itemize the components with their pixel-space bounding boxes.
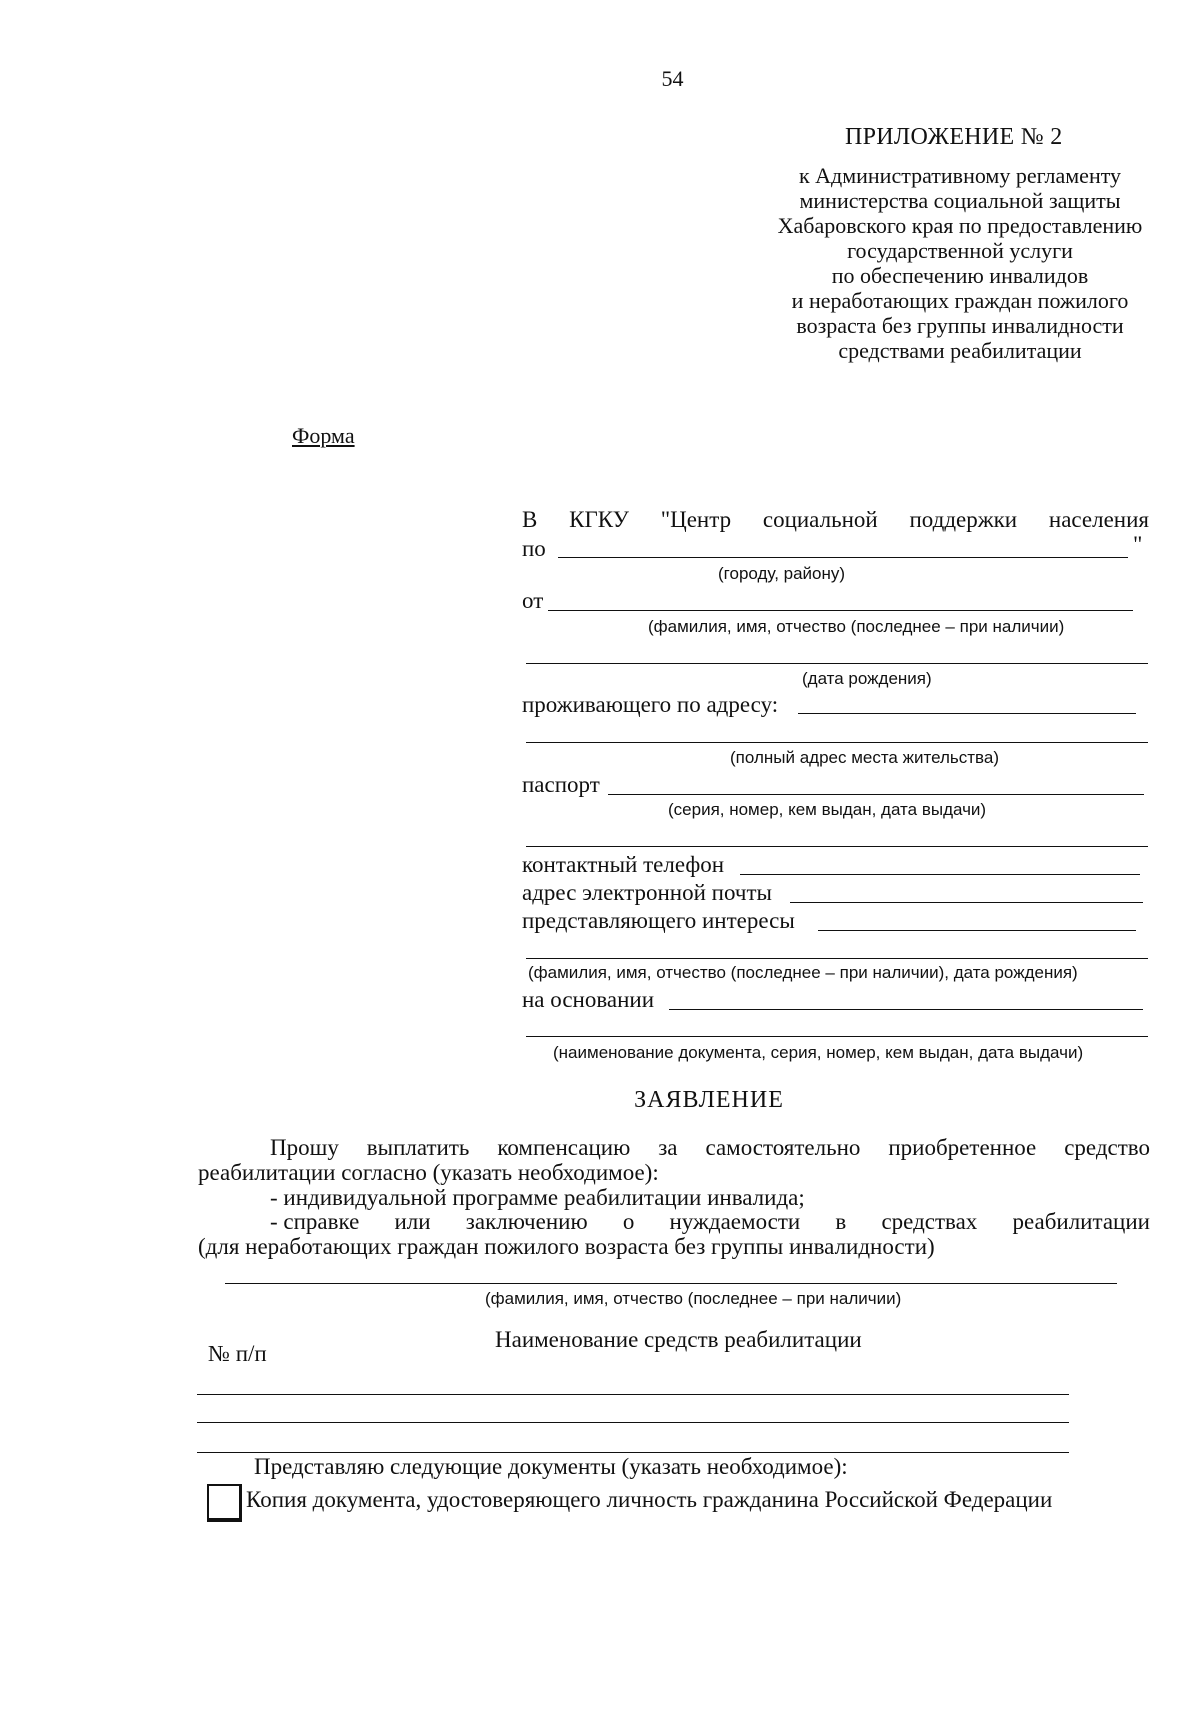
page-number: 54 [661,66,684,91]
document-checkbox[interactable] [207,1484,242,1522]
representing-field-line-2[interactable] [526,958,1148,959]
appendix-subtitle [740,163,1180,363]
passport-field-line-2[interactable] [526,846,1148,847]
passport-label: паспорт [522,772,600,797]
word: самостоятельно [705,1135,861,1160]
word: заключению [465,1209,588,1234]
statement-title: ЗАЯВЛЕНИЕ [634,1087,784,1113]
appendix-title: ПРИЛОЖЕНИЕ № 2 [845,124,1063,150]
word: или [394,1209,431,1234]
word: "Центр [660,507,732,532]
appendix-line: государственной услуги [847,238,1073,263]
word: выплатить [366,1135,470,1160]
word: средствах [881,1209,978,1234]
appendix-line: и неработающих граждан пожилого [791,288,1129,313]
city-caption: (городу, району) [718,564,846,583]
statement-fio-field-line[interactable] [225,1283,1117,1284]
name-column-header: Наименование средств реабилитации [495,1327,862,1352]
email-field-line[interactable] [790,902,1143,903]
phone-field-line[interactable] [740,874,1140,875]
rehab-row-line-2[interactable] [197,1422,1069,1423]
address-field-line-2[interactable] [526,742,1148,743]
representing-field-line[interactable] [818,930,1136,931]
word: в [835,1209,847,1234]
form-label: Форма [292,423,355,448]
word: реабилитации [1012,1209,1150,1234]
appendix-line: средствами реабилитации [838,338,1082,363]
document-item-1: Копия документа, удостоверяющего личность гражданина Российской Федерации [246,1487,1053,1512]
documents-intro: Представляю следующие документы (указать необходимое): [254,1454,848,1479]
address-caption: (полный адрес места жительства) [730,748,999,767]
statement-item-1: - индивидуальной программе реабилитации инвалида; [270,1185,805,1210]
statement-item-2-continued: (для неработающих граждан пожилого возраста без группы инвалидности) [198,1234,935,1259]
word: за [658,1135,678,1160]
basis-caption: (наименование документа, серия, номер, кем выдан, дата выдачи) [553,1043,1084,1062]
rehab-row-line-1[interactable] [197,1394,1069,1395]
residing-label: проживающего по адресу: [522,692,779,717]
word: Прошу [270,1135,339,1160]
appendix-line: министерства социальной защиты [799,188,1121,213]
statement-fio-caption: (фамилия, имя, отчество (последнее – при наличии) [485,1289,902,1308]
word: о [622,1209,635,1234]
representing-caption: (фамилия, имя, отчество (последнее – при наличии), дата рождения) [528,963,1078,982]
birth-date-caption: (дата рождения) [802,669,932,688]
from-label: от [522,588,544,613]
word: компенсацию [497,1135,631,1160]
addressee-heading [522,507,1149,533]
phone-label: контактный телефон [522,852,725,877]
appendix-line: возраста без группы инвалидности [796,313,1124,338]
word: - справке [270,1209,360,1234]
fio-caption: (фамилия, имя, отчество (последнее – при наличии) [648,617,1065,636]
birth-date-field-line[interactable] [526,663,1148,664]
statement-item-2 [270,1209,1150,1234]
statement-line-2: реабилитации согласно (указать необходимое): [198,1160,659,1185]
word: КГКУ [569,507,629,532]
closing-quote: " [1133,532,1143,557]
passport-field-line[interactable] [608,794,1144,795]
word: В [522,507,538,532]
po-label: по [522,536,546,561]
rehab-row-line-3[interactable] [197,1452,1069,1453]
number-column-header: № п/п [208,1341,267,1366]
email-label: адрес электронной почты [522,880,772,905]
city-field-line[interactable] [558,557,1128,558]
statement-line-1 [270,1135,1150,1160]
representing-label: представляющего интересы [522,908,795,933]
passport-caption: (серия, номер, кем выдан, дата выдачи) [668,800,987,819]
word: нуждаемости [669,1209,801,1234]
word: социальной [762,507,878,532]
appendix-line: по обеспечению инвалидов [831,263,1089,288]
address-field-line[interactable] [798,713,1136,714]
appendix-line: к Административному регламенту [798,163,1122,188]
word: средство [1064,1135,1150,1160]
word: населения [1048,507,1149,532]
basis-field-line-2[interactable] [526,1036,1148,1037]
word: приобретенное [888,1135,1037,1160]
fio-field-line[interactable] [548,610,1133,611]
appendix-line: Хабаровского края по предоставлению [777,213,1143,238]
basis-label: на основании [522,987,655,1012]
word: поддержки [909,507,1018,532]
basis-field-line[interactable] [669,1009,1143,1010]
